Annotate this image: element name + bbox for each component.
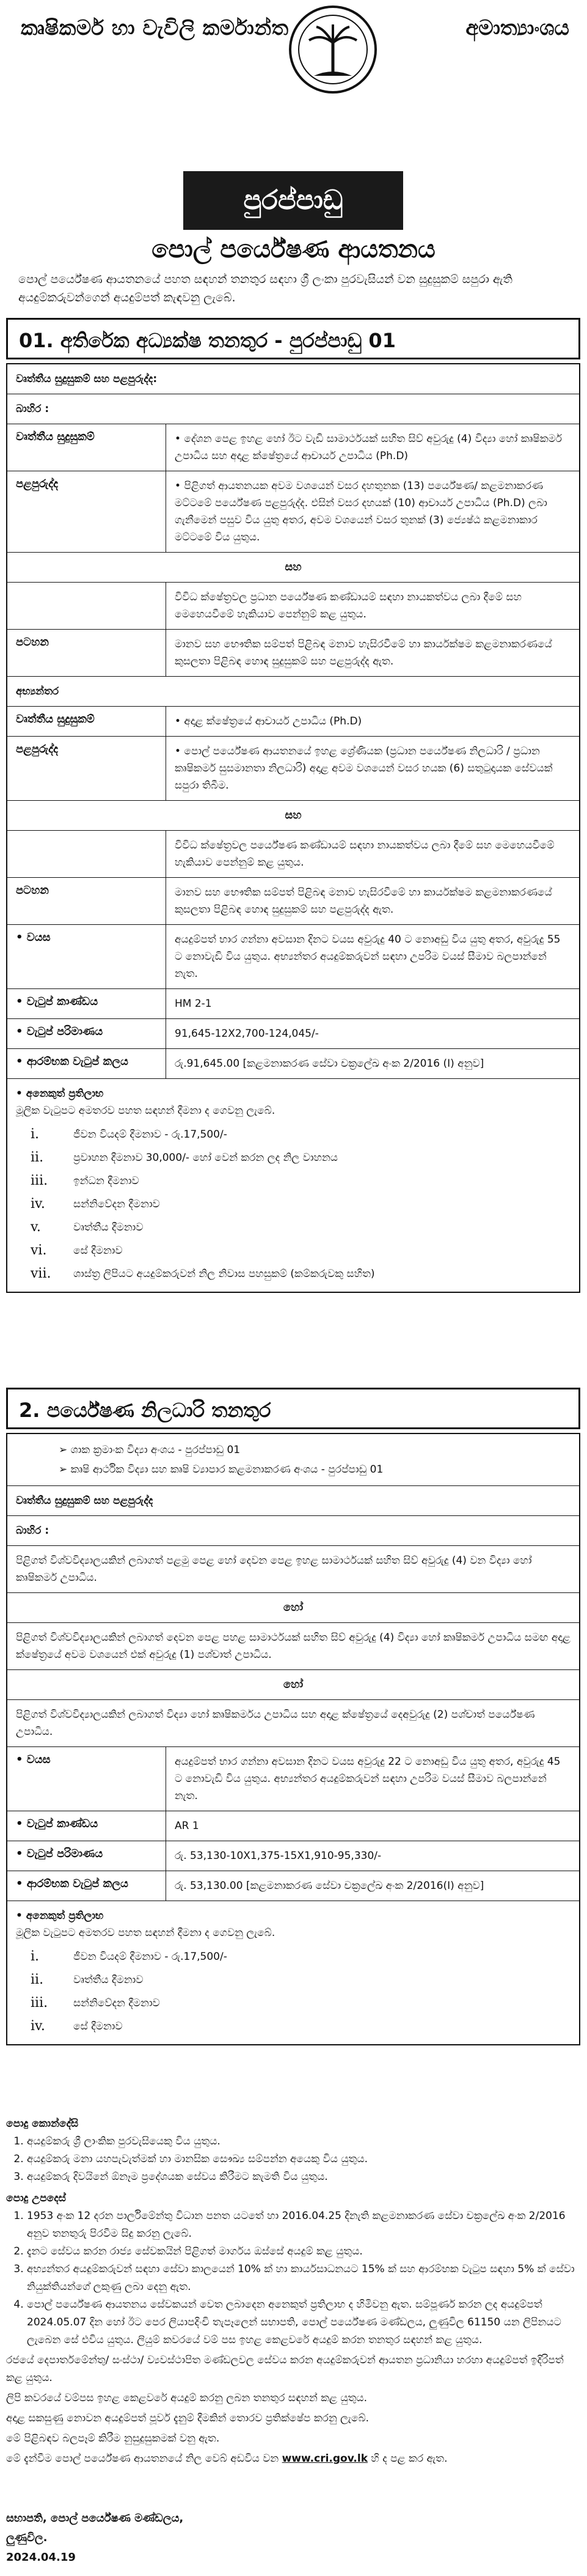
s1-age-label: • වයස xyxy=(7,925,166,988)
section2-table xyxy=(6,1433,580,2045)
section1-title: 01. අතිරේක අධ්‍යක්ෂ තනතුර - පුරප්පාඩු 01 xyxy=(6,318,580,359)
list-item: 2. දැනට සේවය කරන රාජ්‍ය සේවකයින් පිළිගත් මාර්ගය ඔස්සේ අයදුම් කළ යුතුය. xyxy=(27,2243,580,2261)
s1-lead-value: විවිධ ක්ෂේත්‍රවල ප්‍රධාන පර්යේෂණ කණ්ඩායම් සඳහා නායකත්වය ලබා දීමේ සහ මෙහෙයවීමේ හැකියාව පෙන්නුම් කළ යුතුය. xyxy=(175,591,522,620)
list-item: iv. සන්නිවේදන දීමනාව xyxy=(31,1196,160,1212)
intro-text: පොල් පර්යේෂණ ආයතනයේ පහත සඳහන් තනතුර සඳහා ශ්‍රී ලංකා පුරවැසියන් වන සුදුසුකම් සපුරා ඇති අයදුම්කරුවන්ගෙන් අයදුම්පත් කැඳවනු ලැබේ. xyxy=(18,273,512,304)
ministry-name-left: කෘෂිකර්ම හා වැවිලි කර්මාන්ත xyxy=(21,16,289,40)
info-heading: පොදු උපදෙස් xyxy=(6,2192,66,2204)
info-list xyxy=(6,2207,580,2349)
extra-note-4: මේ පිළිබඳව බලපෑම් කිරීම නුසුදුසුකමක් වනු ඇත. xyxy=(6,2432,220,2445)
s1-age-value: අයදුම්පත් භාර ගන්නා අවසාන දිනට වයස අවුරුදු 40 ට නොඅඩු විය යුතු අතර, අවුරුදු 55 ට නොවැඩි විය යුතුය. අභ්‍යන්තර අයදුම්කරුවන් සඳහා උපරිම වයස් සීමාව බලපාන්නේ නැත. xyxy=(175,933,561,980)
s1-int-qual-label: වෘත්තීය සුදුසුකම් xyxy=(7,707,166,736)
list-item: 1. අයදුම්කරු ශ්‍රී ලාංකික පුරවැසියෙකු විය යුතුය. xyxy=(27,2133,580,2151)
list-item: i. ජීවන වියදම් දීමනාව - රු.17,500/- xyxy=(31,1127,227,1142)
s1-exp-value: • පිළිගත් ආයතනයක අවම වශයෙන් වසර දහතුනක (13) පර්යේෂණ/ කළමනාකරණ මට්ටමේ පර්යේෂණ පළපුරුද්ද. එසින් වසර දහයක් (10) ආචාර්ය උපාධිය (Ph.D) ලබා ගැනීමෙන් පසුව විය යුතු අතර, අවම වශයෙන් වසර තුනක් (3) ජ්‍යෙෂ්ඨ කළමනාකාර මට්ටමේ විය යුතුය. xyxy=(175,480,547,543)
s1-start-label: • ආරම්භක වැටුප් කලය xyxy=(7,1049,166,1078)
extra-note-3: අදාළ සකසුණු නොවන අයදුම්පත් පූර්ව දැනුම් දීමකින් තොරව ප්‍රතික්ෂේප කරනු ලැබේ. xyxy=(6,2412,370,2424)
s2-grade-value: AR 1 xyxy=(175,1820,199,1832)
s2-benefits-list xyxy=(16,1945,571,2038)
signature-title: සභාපති, පොල් පර්යේෂණ මණ්ඩලය, xyxy=(6,2512,184,2525)
s2-or-1: හෝ xyxy=(283,1601,304,1614)
list-item: 3. අයදුම්කරු දිවයිනේ ඕනෑම ප්‍රදේශයක සේවය කිරීමට කැමති විය යුතුය. xyxy=(27,2168,580,2186)
s2-external-label: බාහිර : xyxy=(16,1525,49,1537)
general-list xyxy=(6,2133,580,2186)
s2-option-1: පිළිගත් විශ්වවිද්‍යාලයකින් ලබාගත් පළමු පෙළ හෝ දෙවන පෙළ ඉහළ සාමාර්ථයක් සහිත සිව් අවුරුදු (4) වන විද්‍යා හෝ කෘෂිකර්ම උපාධිය. xyxy=(16,1555,532,1584)
s1-qual-value: • දේශන පෙළ ඉහළ හෝ ඊට වැඩි සාමාර්ථයක් සහිත සිව් අවුරුදු (4) විද්‍යා හෝ කෘෂිකර්ම උපාධිය සහ අදාළ ක්ෂේත්‍රයේ ආචාර්ය උපාධිය (Ph.D) xyxy=(175,433,562,462)
ministry-name-right: අමාත්‍යාංශය xyxy=(465,16,569,40)
s1-lead-label xyxy=(7,583,166,629)
s1-skill-value: මානව සහ භෞතික සම්පත් පිළිබඳ මනාව හැසිරවීමේ හා කාර්යක්ෂම කළමනාකරණයේ කුසලතා පිළිබඳ හොඳ සුදුසුකම් සහ පළපුරුද්ද ඇත. xyxy=(175,638,552,668)
s1-int-qual-value: • අදාළ ක්ෂේත්‍රයේ ආචාර්ය උපාධිය (Ph.D) xyxy=(175,715,362,727)
vacancies-banner: පුරප්පාඩු xyxy=(183,171,403,230)
general-heading: පොදු කොන්දේසි xyxy=(6,2118,79,2130)
institute-title: පොල් පර්යේෂණ ආයතනය xyxy=(151,235,436,263)
s2-option-3: පිළිගත් විශ්වවිද්‍යාලයකින් ලබාගත් විද්‍යා හෝ කෘෂිකර්මය උපාධිය සහ අදාළ ක්ෂේත්‍රයේ දෙඅවුරුදු (2) පශ්චාත් පර්යේෂණ උපාධිය. xyxy=(16,1709,535,1738)
s1-qual-heading: වෘත්තීය සුදුසුකම් සහ පළපුරුද්ද: xyxy=(16,373,158,385)
list-item: 4. පොල් පර්යේෂණ ආයතනය සේවකයන් වෙත ලබාදෙන අනෙකුත් ප්‍රතිලාභ ද හිමිවනු ඇත. සම්පූර්ණ කරන ලද අයදුම්පත් 2024.05.07 දින හෝ ඊට පෙර ලියාපදිංචි තැපෑලෙන් සභාපති, පොල් පර්යේෂණ මණ්ඩලය, ලුණුවිල 61150 යන ලිපිනයට ලැබෙන සේ එවිය යුතුය. ලියුම් කවරයේ වම් පස ඉහළ කෙළවරේ අයදුම් කරන තනතුර සඳහන් කළ යුතුය. xyxy=(27,2296,580,2349)
s2-grade-label: • වැටුප් කාණ්ඩය xyxy=(7,1811,166,1841)
s1-exp-label: පළපුරුද්ද xyxy=(7,471,166,552)
s2-scale-value: රු. 53,130-10X1,375-15X1,910-95,330/- xyxy=(175,1850,382,1862)
list-item: 1. 1953 අංක 12 දරන පාර්ලිමේන්තු විධාන පනත යටතේ හා 2016.04.25 දිනැති කළමනාකරණ සේවා චක්‍රලේඛ අංක 2/2016 අනුව තනතුරු පිරවීම සිදු කරනු ලැබේ. xyxy=(27,2207,580,2243)
s1-scale-value: 91,645-12X2,700-124,045/- xyxy=(175,1028,319,1040)
s1-int-skill-label: පටහන xyxy=(7,878,166,924)
section1-table xyxy=(6,363,580,1293)
s1-int-skill-value: මානව සහ භෞතික සම්පත් පිළිබඳ මනාව හැසිරවීමේ හා කාර්යක්ෂම කළමනාකරණයේ කුසලතා පිළිබඳ හොඳ සුදුසුකම් සහ පළපුරුද්ද ඇත. xyxy=(175,886,552,916)
list-item: iii. සන්නිවේදන දීමනාව xyxy=(31,1995,160,2011)
s2-scale-label: • වැටුප් පරිමාණය xyxy=(7,1841,166,1871)
list-item: i. ජීවන වියදම් දීමනාව - රු.17,500/- xyxy=(31,1949,227,1964)
s2-post-2: ➢ කෘෂි ආර්ථික විද්‍යා සහ කෘෂි ව්‍යාපාර කළමනාකරණ අංශය - පුරප්පාඩු 01 xyxy=(59,1463,384,1476)
s1-benefits-list xyxy=(16,1123,571,1286)
s1-start-value: රු.91,645.00 [කළමනාකරණ සේවා චක්‍රලේඛ අංක 2/2016 (I) අනුව] xyxy=(175,1058,484,1070)
s2-qual-heading: වෘත්තීය සුදුසුකම් සහ පළපුරුද්ද xyxy=(16,1495,153,1507)
web-note: මේ දැන්වීම පොල් පර්යේෂණ ආයතනයේ නිල වෙබ් අඩවිය වන www.cri.gov.lk හි ද පළ කර ඇත. xyxy=(6,2453,448,2465)
institute-logo xyxy=(287,4,379,95)
s1-and-2: සහ xyxy=(285,809,302,822)
list-item: vii. ශාස්ත්‍ර ලිපියට අයදුම්කරුවන් නිල නිවාස පහසුකම් (කම්කරුවකු සහිත) xyxy=(31,1266,375,1281)
list-item: iv. සේ දීමනාව xyxy=(31,2018,123,2034)
s1-skill-label: පටහන xyxy=(7,630,166,676)
signature-block xyxy=(6,2509,580,2567)
general-notes xyxy=(6,2115,580,2470)
s1-external-label: බාහිර : xyxy=(16,403,49,415)
s2-benefits-label: • අනෙකුත් ප්‍රතිලාභ xyxy=(16,1910,104,1922)
s2-start-value: රු. 53,130.00 [කළමනාකරණ සේවා චක්‍රලේඛ අංක 2/2016(I) අනුව] xyxy=(175,1880,484,1892)
s1-grade-value: HM 2-1 xyxy=(175,998,212,1010)
s1-int-lead-label xyxy=(7,831,166,877)
s1-int-lead-value: විවිධ ක්ෂේත්‍රවල පර්යේෂණ කණ්ඩායම් සඳහා නායකත්වය ලබා දීමේ සහ මෙහෙයවීමේ හැකියාව පෙන්නුම් කළ යුතුය. xyxy=(175,839,555,869)
s1-grade-label: • වැටුප් කාණ්ඩය xyxy=(7,989,166,1018)
list-item: vi. සේ දීමනාව xyxy=(31,1243,123,1258)
extra-note-1: රජයේ දෙපාර්තමේන්තු/ සංස්ථා/ ව්‍යවස්ථාපිත මණ්ඩලවල සේවය කරන අයදුම්කරුවන් ආයතන ප්‍රධානියා හරහා අයදුම්පත් ඉදිරිපත් කළ යුතුය. xyxy=(6,2354,564,2384)
list-item: 3. අභ්‍යන්තර අයදුම්කරුවන් සඳහා සේවා කාලයෙන් 10% ක් හා කාර්යසාධනයට 15% ක් සහ ආරම්භක වැටුප සඳහා 5% ක් සේවා නියුක්තියන්ගේ ලකුණු ලබා දෙනු ඇත. xyxy=(27,2261,580,2296)
s1-int-exp-value: • පොල් පර්යේෂණ ආයතනයේ ඉහළ ශ්‍රේණියක (ප්‍රධාන පර්යේෂණ නිලධාරි / ප්‍රධාන කෘෂිකර්ම සුසමානතා නිලධාරි) අදාළ අවම වශයෙන් වසර හයක (6) සතුටුදායක සේවයක් සපුරා තිබීම. xyxy=(175,745,553,792)
s2-post-1: ➢ ශාක ක්‍රමාංක විද්‍යා අංශය - පුරප්පාඩු 01 xyxy=(59,1444,241,1456)
s1-and-1: සහ xyxy=(285,561,302,573)
list-item: 2. අයදුම්කරු මනා යහපැවැත්මක් හා මානසික සෞඛ්‍ය සම්පන්න අයෙකු විය යුතුය. xyxy=(27,2151,580,2168)
s1-qual-label: වෘත්තීය සුදුසුකම් xyxy=(7,424,166,471)
s2-benefits-intro: මූලික වැටුපට අමතරව පහත සඳහන් දීමනා ද ගෙවනු ලැබේ. xyxy=(16,1927,275,1939)
s2-or-2: හෝ xyxy=(283,1678,304,1691)
s1-internal-label: අභ්‍යන්තර xyxy=(16,685,59,697)
s2-age-label: • වයස xyxy=(7,1747,166,1811)
list-item: ii. වෘත්තීය දීමනාව xyxy=(31,1972,144,1987)
list-item: v. වෘත්තීය දීමනාව xyxy=(31,1220,144,1235)
s2-age-value: අයදුම්පත් භාර ගන්නා අවසාන දිනට වයස අවුරුදු 22 ට නොඅඩු විය යුතු අතර, අවුරුදු 45 ට නොවැඩි විය යුතුය. අභ්‍යන්තර අයදුම්කරුවන් සඳහා උපරිම වයස් සීමාව බලපාන්නේ නැත. xyxy=(175,1756,561,1802)
website-link[interactable]: www.cri.gov.lk xyxy=(282,2453,368,2465)
list-item: iii. ඉන්ධන දීමනාව xyxy=(31,1173,139,1188)
s1-benefits-label: • අනෙකුත් ප්‍රතිලාභ xyxy=(16,1087,104,1100)
extra-note-2: ලිපි කවරයේ වම්පස ඉහළ කෙළවරේ අයදුම් කරනු ලබන තනතුර සඳහන් කළ යුතුය. xyxy=(6,2392,368,2404)
s1-scale-label: • වැටුප් පරිමාණය xyxy=(7,1019,166,1048)
s2-start-label: • ආරම්භක වැටුප් කලය xyxy=(7,1871,166,1901)
s2-option-2: පිළිගත් විශ්වවිද්‍යාලයකින් ලබාගත් දෙවන පෙළ පහළ සාමාර්ථයක් සහිත සිව් අවුරුදු (4) විද්‍යා හෝ කෘෂිකර්ම උපාධිය සමඟ අදාළ ක්ෂේත්‍රයේ අවම වශයෙන් එක් අවුරුදු (1) පශ්චාත් උපාධිය. xyxy=(16,1632,571,1661)
signature-place: ලුණුවිල. xyxy=(6,2531,48,2544)
section2-title: 2. පර්යේෂණ නිලධාරි තනතුර xyxy=(6,1388,580,1429)
signature-date: 2024.04.19 xyxy=(6,2551,76,2564)
s1-benefits-intro: මූලික වැටුපට අමතරව පහත සඳහන් දීමනා ද ගෙවනු ලැබේ. xyxy=(16,1105,275,1117)
s1-int-exp-label: පළපුරුද්ද xyxy=(7,737,166,800)
list-item: ii. ප්‍රවාහන දීමනාව 30,000/- හෝ වෙන් කරන ලද නිල වාහනය xyxy=(31,1150,338,1165)
